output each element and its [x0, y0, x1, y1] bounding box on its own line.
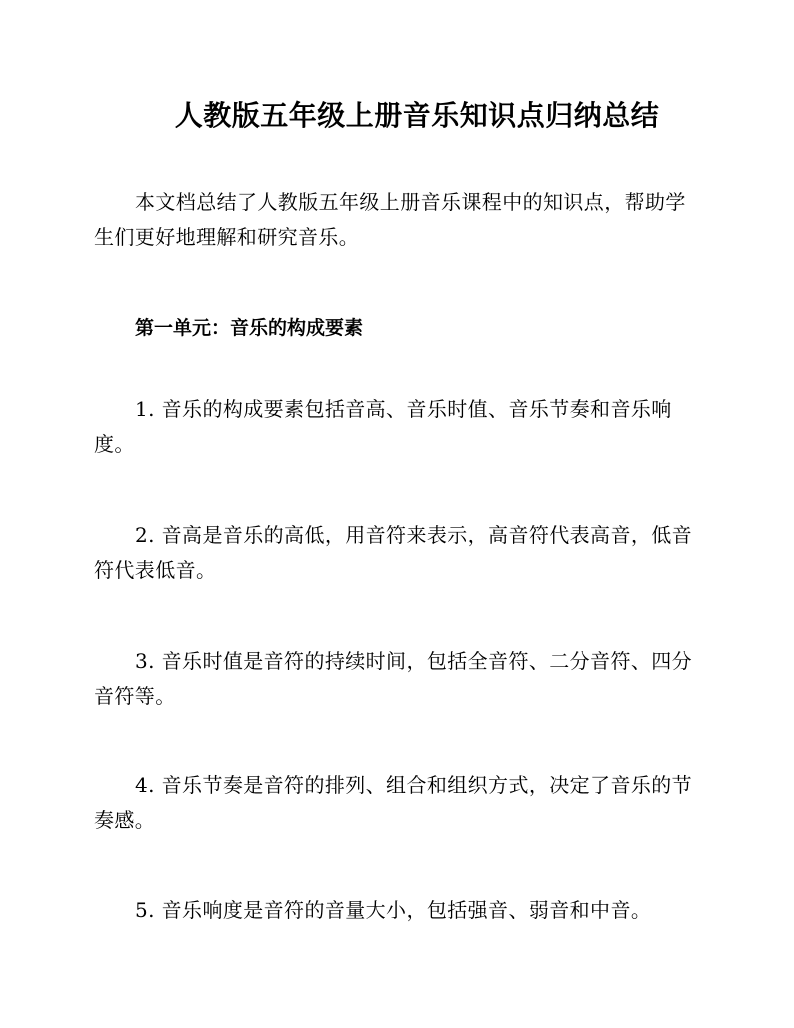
intro-paragraph: 本文档总结了人教版五年级上册音乐课程中的知识点，帮助学生们更好地理解和研究音乐。	[94, 190, 686, 249]
list-item: 5. 音乐响度是音符的音量大小，包括强音、弱音和中音。	[135, 898, 652, 922]
document-title: 人教版五年级上册音乐知识点归纳总结	[174, 99, 660, 132]
list-item: 2. 音高是音乐的高低，用音符来表示，高音符代表高音，低音符代表低音。	[94, 523, 693, 582]
list-item: 1. 音乐的构成要素包括音高、音乐时值、音乐节奏和音乐响度。	[94, 397, 672, 456]
section-heading-unit-1: 第一单元：音乐的构成要素	[135, 317, 364, 339]
list-item: 3. 音乐时值是音符的持续时间，包括全音符、二分音符、四分音符等。	[94, 649, 693, 708]
list-item: 4. 音乐节奏是音符的排列、组合和组织方式，决定了音乐的节奏感。	[94, 773, 693, 832]
